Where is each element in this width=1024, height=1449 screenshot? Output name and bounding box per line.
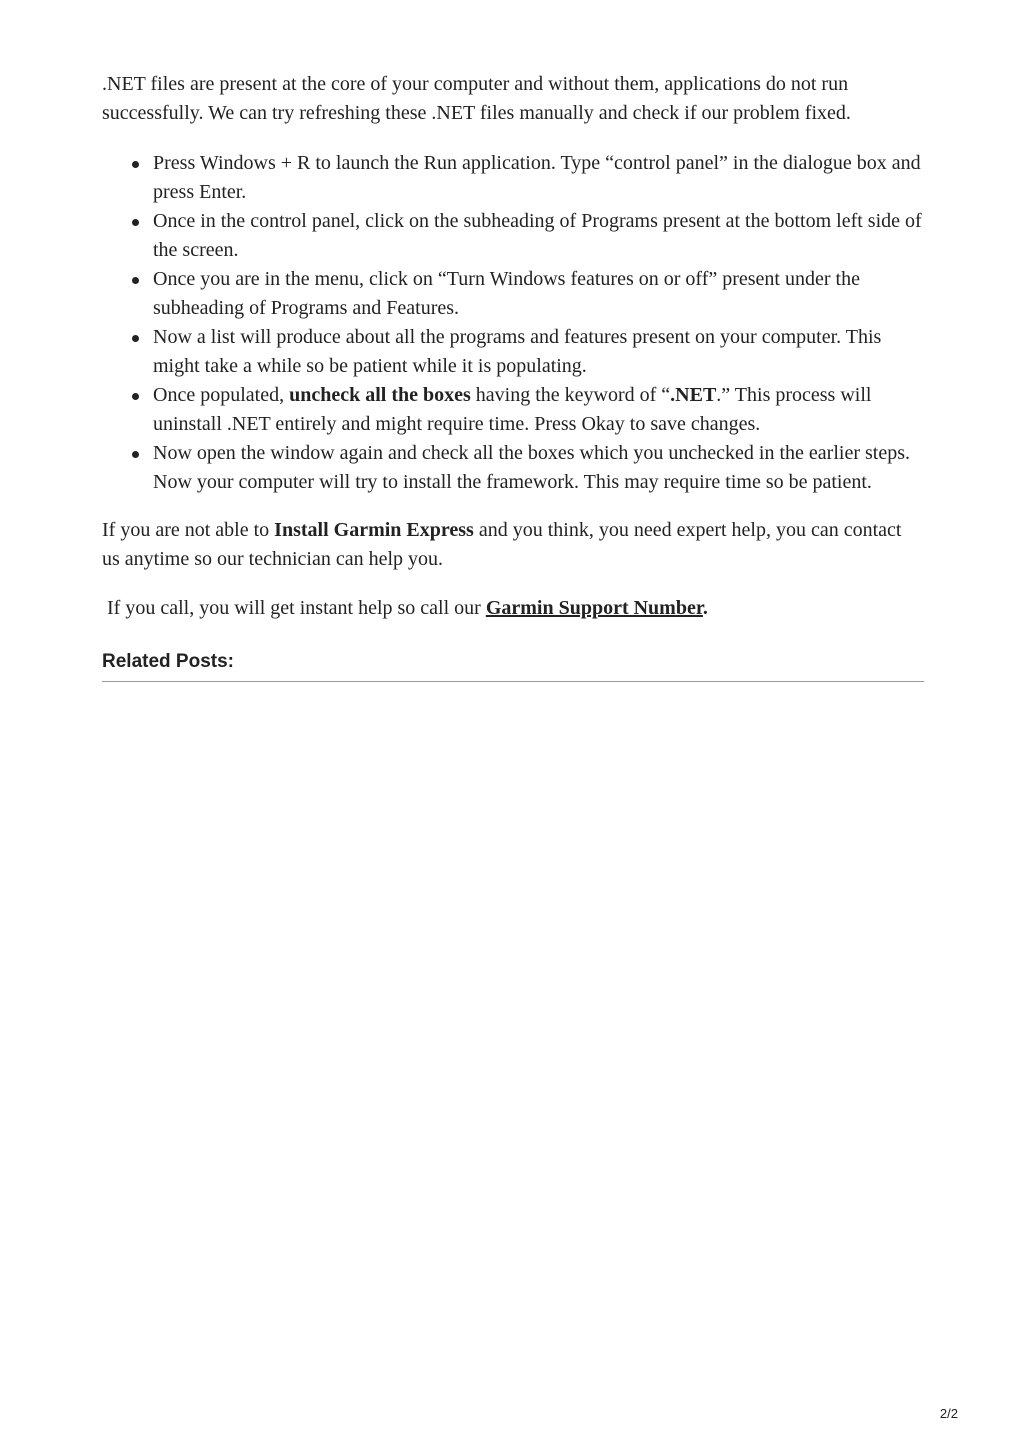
- list-item: Press Windows + R to launch the Run application. Type “control panel” in the dialogue box and press Enter.: [153, 149, 924, 207]
- bold-text: uncheck all the boxes: [289, 384, 471, 406]
- article-content: [102, 70, 924, 682]
- page-number: 2/2: [939, 1406, 958, 1421]
- help-text: and you think, you need expert help, you can contact us anytime so our technician can help you.: [102, 519, 902, 570]
- list-item: Once in the control panel, click on the subheading of Programs present at the bottom left side of the screen.: [153, 207, 924, 265]
- bold-text: .: [702, 597, 708, 619]
- help-text: If you are not able to: [102, 519, 275, 541]
- step-text: .” This process will uninstall .NET entirely and might require time. Press Okay to save changes.: [153, 384, 872, 435]
- bold-text: Install Garmin Express: [274, 519, 474, 541]
- bold-text: .NET: [670, 384, 717, 406]
- step-text: Once populated,: [153, 384, 290, 406]
- related-posts-heading: Related Posts:: [102, 650, 924, 682]
- list-item: Now open the window again and check all the boxes which you unchecked in the earlier steps. Now your computer will try to install the framework. This may require time so be patient.: [153, 439, 924, 497]
- help-paragraph: [102, 516, 924, 574]
- support-number-link[interactable]: Garmin Support Number: [485, 597, 703, 619]
- list-item: Now a list will produce about all the programs and features present on your computer. This might take a while so be patient while it is populating.: [153, 323, 924, 381]
- call-paragraph: [102, 594, 924, 623]
- intro-paragraph: .NET files are present at the core of your computer and without them, applications do not run successfully. We can try refreshing these .NET files manually and check if our problem fixed.: [102, 73, 851, 124]
- call-text: If you call, you will get instant help so call our: [107, 597, 486, 619]
- list-item: Once you are in the menu, click on “Turn Windows features on or off” present under the subheading of Programs and Features.: [153, 265, 924, 323]
- steps-list: [102, 149, 924, 497]
- step-text: having the keyword of “: [470, 384, 671, 406]
- list-item: [153, 381, 924, 439]
